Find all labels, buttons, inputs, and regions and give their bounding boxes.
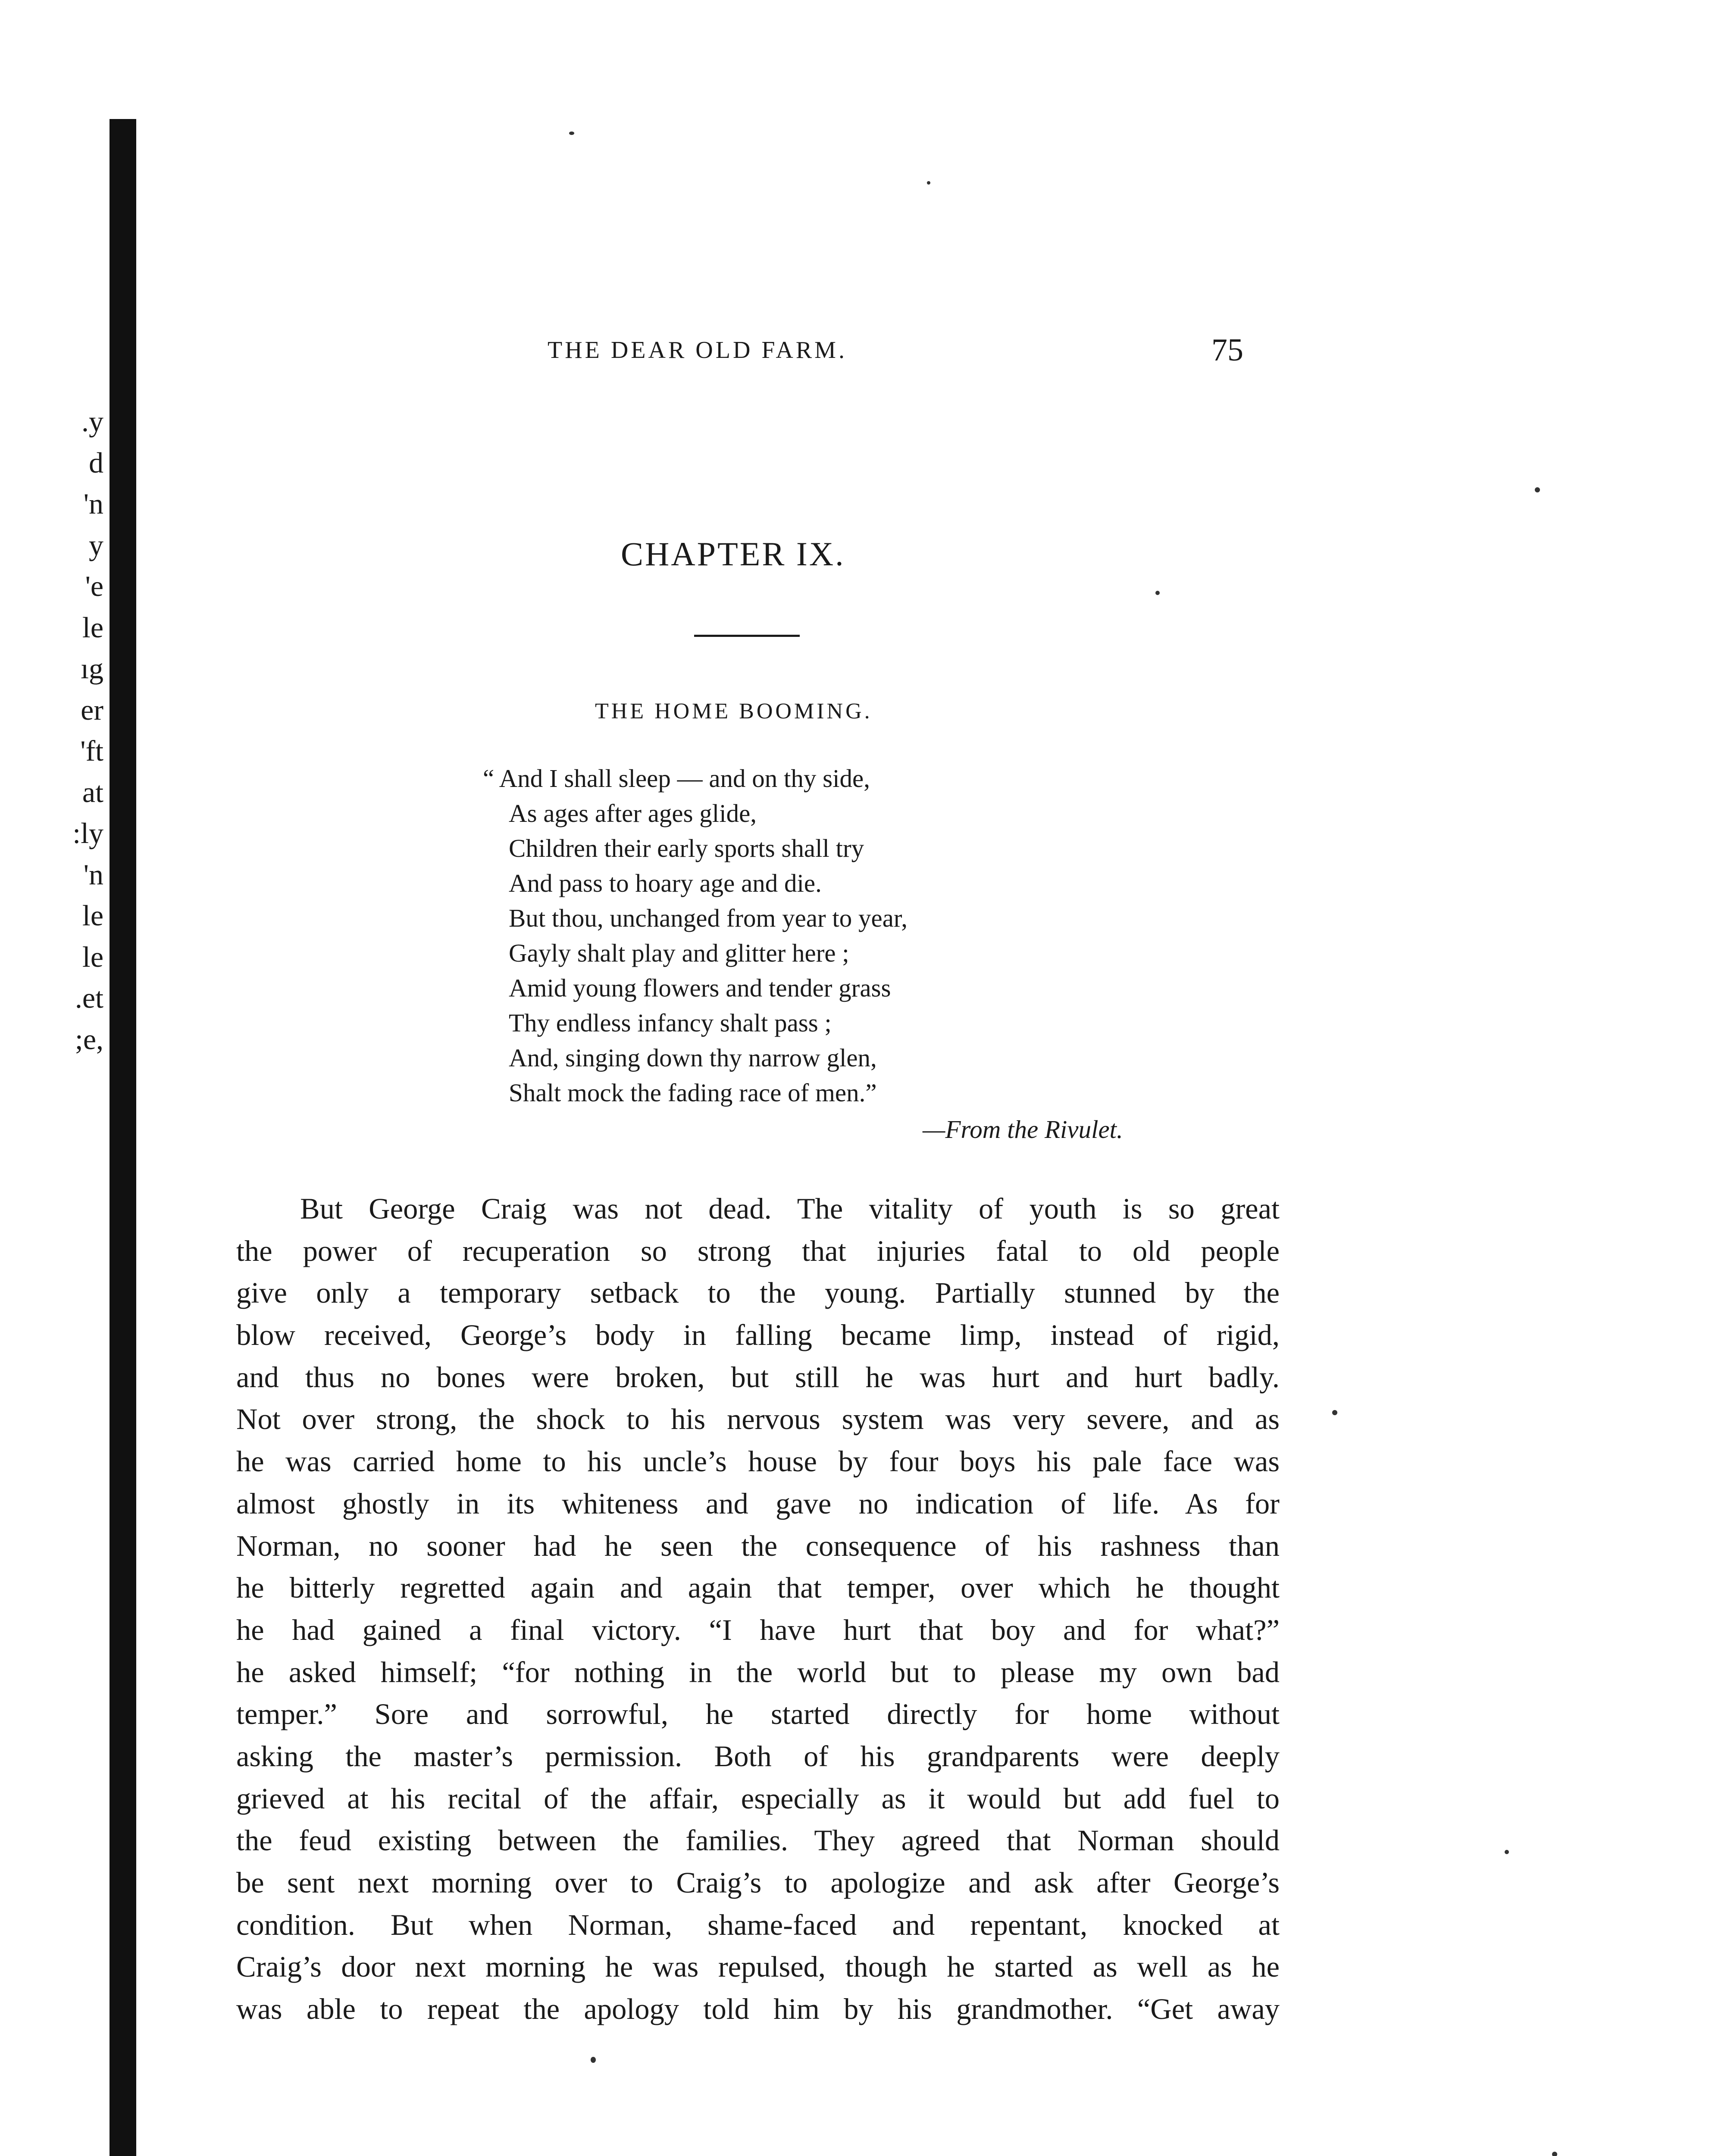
body-line: he bitterly regretted again and again that temper, over which he thought	[236, 1571, 1280, 1604]
body-line: he asked himself; “for nothing in the world but to please my own bad	[236, 1655, 1280, 1689]
running-head: THE DEAR OLD FARM.	[548, 337, 847, 364]
epigraph-line: “ And I shall sleep — and on thy side,	[483, 764, 870, 793]
scan-speck	[1332, 1410, 1337, 1415]
previous-page-fragment: 'ft	[80, 734, 103, 767]
scan-speck	[1155, 591, 1160, 595]
previous-page-fragment: le	[82, 611, 103, 644]
epigraph-line: Thy endless infancy shalt pass ;	[509, 1009, 832, 1037]
binding-shadow	[110, 119, 136, 2156]
body-line: temper.” Sore and sorrowful, he started directly for home without	[236, 1698, 1280, 1731]
scan-speck	[1505, 1850, 1509, 1854]
epigraph-poem	[483, 761, 908, 1110]
body-line: was able to repeat the apology told him by his grandmother. “Get away	[236, 1993, 1280, 2026]
epigraph-line: Amid young flowers and tender grass	[509, 974, 891, 1002]
body-line: the feud existing between the families. They agreed that Norman should	[236, 1824, 1280, 1857]
epigraph-line: And, singing down thy narrow glen,	[509, 1044, 877, 1072]
body-line: be sent next morning over to Craig’s to apologize and ask after George’s	[236, 1866, 1280, 1899]
previous-page-fragment: ;e,	[75, 1022, 103, 1056]
previous-page-fragment: er	[81, 693, 103, 726]
body-line: the power of recuperation so strong that injuries fatal to old people	[236, 1234, 1280, 1267]
body-line: grieved at his recital of the affair, especially as it would but add fuel to	[236, 1782, 1280, 1815]
page-number: 75	[1211, 332, 1243, 368]
epigraph-line: But thou, unchanged from year to year,	[509, 904, 908, 932]
epigraph-line: Shalt mock the fading race of men.”	[509, 1078, 877, 1107]
chapter-subtitle: THE HOME BOOMING.	[595, 699, 873, 724]
body-line: almost ghostly in its whiteness and gave no indication of life. As for	[236, 1487, 1280, 1520]
previous-page-fragment: le	[82, 899, 103, 932]
previous-page-fragment: 'n	[83, 487, 103, 520]
scan-speck	[927, 181, 930, 185]
previous-page-fragment: ıg	[81, 652, 103, 685]
epigraph-line: And pass to hoary age and die.	[509, 869, 822, 897]
scan-speck	[1552, 2152, 1557, 2156]
body-line: Craig’s door next morning he was repulsed, though he started as well as he	[236, 1950, 1280, 1984]
scan-speck	[1535, 487, 1540, 492]
body-line: he had gained a final victory. “I have hurt that boy and for what?”	[236, 1613, 1280, 1646]
body-line: blow received, George’s body in falling became limp, instead of rigid,	[236, 1319, 1280, 1352]
previous-page-fragment: .y	[81, 405, 103, 438]
previous-page-fragment: le	[82, 940, 103, 973]
previous-page-fragment: .et	[75, 981, 103, 1014]
chapter-title: CHAPTER IX.	[621, 535, 845, 573]
epigraph-line: As ages after ages glide,	[509, 799, 757, 827]
body-paragraph	[236, 1188, 1280, 2031]
previous-page-fragment: 'e	[85, 570, 103, 602]
epigraph-line: Gayly shalt play and glitter here ;	[509, 939, 849, 967]
title-rule	[694, 635, 800, 637]
body-line: Not over strong, the shock to his nervous system was very severe, and as	[236, 1403, 1280, 1436]
scan-speck	[591, 2057, 596, 2063]
body-line: and thus no bones were broken, but still he was hurt and hurt badly.	[236, 1360, 1280, 1394]
body-line: condition. But when Norman, shame-faced and repentant, knocked at	[236, 1908, 1280, 1941]
body-line: give only a temporary setback to the young. Partially stunned by the	[236, 1276, 1280, 1310]
previous-page-fragment: 'n	[83, 858, 103, 891]
body-line: he was carried home to his uncle’s house by four boys his pale face was	[236, 1445, 1280, 1478]
previous-page-fragment: y	[89, 528, 103, 561]
epigraph-attribution: —From the Rivulet.	[923, 1115, 1123, 1144]
body-line: Norman, no sooner had he seen the consequence of his rashness than	[236, 1529, 1280, 1562]
previous-page-fragment: at	[82, 775, 103, 808]
body-line: But George Craig was not dead. The vitality of youth is so great	[300, 1192, 1280, 1225]
body-line: asking the master’s permission. Both of his grandparents were deeply	[236, 1739, 1280, 1773]
previous-page-fragment: :ly	[72, 817, 103, 849]
previous-page-edge-text	[0, 401, 103, 1060]
previous-page-fragment: d	[89, 446, 103, 479]
scan-speck	[569, 132, 574, 135]
epigraph-line: Children their early sports shall try	[509, 834, 864, 862]
